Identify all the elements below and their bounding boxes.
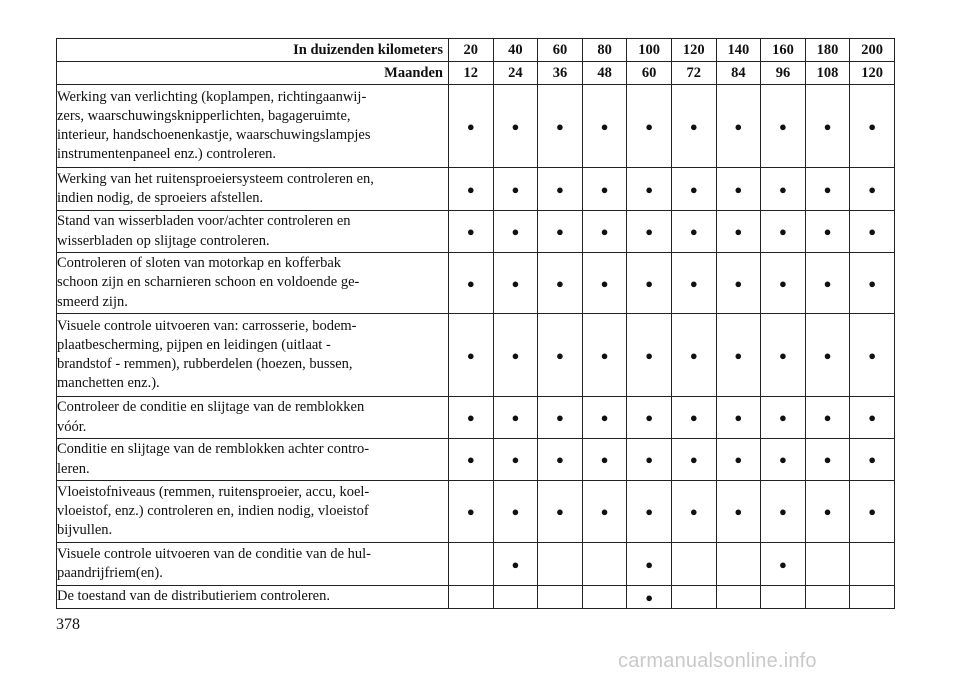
schedule-mark-cell bbox=[671, 439, 716, 481]
task-description-line: instrumentenpaneel enz.) controleren. bbox=[57, 146, 277, 163]
bullet-dot-icon: ● bbox=[868, 224, 877, 239]
schedule-mark-cell bbox=[716, 314, 761, 397]
bullet-dot-icon: ● bbox=[734, 410, 743, 425]
schedule-empty-cell bbox=[716, 543, 761, 586]
schedule-mark-cell bbox=[805, 314, 850, 397]
bullet-dot-icon: ● bbox=[779, 452, 787, 467]
schedule-mark-cell bbox=[538, 314, 583, 397]
schedule-mark-cell bbox=[671, 397, 716, 439]
bullet-dot-icon: ● bbox=[600, 275, 609, 291]
task-description bbox=[57, 211, 449, 253]
bullet-dot-icon: ● bbox=[734, 347, 743, 363]
bullet-dot-icon: ● bbox=[600, 410, 609, 425]
bullet-dot-icon: ● bbox=[868, 347, 877, 363]
table-row bbox=[57, 314, 895, 397]
schedule-mark-cell bbox=[582, 168, 627, 211]
bullet-dot-icon: ● bbox=[868, 504, 877, 519]
schedule-mark-cell bbox=[671, 211, 716, 253]
schedule-mark-cell bbox=[538, 481, 583, 543]
schedule-empty-cell bbox=[493, 586, 538, 609]
bullet-dot-icon: ● bbox=[556, 224, 564, 239]
schedule-mark-cell bbox=[493, 397, 538, 439]
bullet-dot-icon: ● bbox=[823, 452, 832, 467]
task-description bbox=[57, 543, 449, 586]
schedule-mark-cell bbox=[627, 439, 672, 481]
bullet-dot-icon: ● bbox=[556, 410, 564, 425]
page-number: 378 bbox=[56, 616, 80, 633]
task-description-line: Vloeistofniveaus (remmen, ruitensproeier, accu, koel- bbox=[57, 483, 370, 500]
schedule-mark-cell bbox=[805, 168, 850, 211]
months-value-96: 96 bbox=[761, 62, 806, 85]
bullet-dot-icon: ● bbox=[823, 504, 832, 519]
bullet-dot-icon: ● bbox=[511, 504, 520, 519]
table-row bbox=[57, 543, 895, 586]
bullet-dot-icon: ● bbox=[779, 410, 787, 425]
bullet-dot-icon: ● bbox=[779, 275, 787, 291]
bullet-dot-icon: ● bbox=[734, 275, 743, 291]
table-row bbox=[57, 397, 895, 439]
bullet-dot-icon: ● bbox=[600, 224, 609, 239]
months-label: Maanden bbox=[57, 62, 449, 85]
kilometers-value-120: 120 bbox=[671, 39, 716, 62]
schedule-mark-cell bbox=[850, 397, 895, 439]
schedule-empty-cell bbox=[582, 543, 627, 586]
bullet-dot-icon: ● bbox=[511, 224, 520, 239]
schedule-mark-cell bbox=[805, 481, 850, 543]
schedule-mark-cell bbox=[716, 397, 761, 439]
bullet-dot-icon: ● bbox=[645, 181, 654, 197]
schedule-empty-cell bbox=[538, 543, 583, 586]
bullet-dot-icon: ● bbox=[823, 275, 832, 291]
task-description bbox=[57, 397, 449, 439]
bullet-dot-icon: ● bbox=[823, 347, 832, 363]
task-description-line: schoon zijn en scharnieren schoon en voldoende ge- bbox=[57, 274, 360, 291]
bullet-dot-icon: ● bbox=[823, 118, 832, 134]
bullet-dot-icon: ● bbox=[645, 224, 654, 239]
bullet-dot-icon: ● bbox=[600, 118, 609, 134]
bullet-dot-icon: ● bbox=[556, 118, 564, 134]
bullet-dot-icon: ● bbox=[511, 410, 520, 425]
schedule-mark-cell bbox=[716, 439, 761, 481]
schedule-mark-cell bbox=[627, 314, 672, 397]
bullet-dot-icon: ● bbox=[466, 181, 475, 197]
bullet-dot-icon: ● bbox=[556, 181, 564, 197]
schedule-mark-cell bbox=[671, 168, 716, 211]
bullet-dot-icon: ● bbox=[689, 504, 698, 519]
task-description bbox=[57, 168, 449, 211]
schedule-mark-cell bbox=[493, 168, 538, 211]
schedule-mark-cell bbox=[627, 481, 672, 543]
bullet-dot-icon: ● bbox=[868, 275, 877, 291]
bullet-dot-icon: ● bbox=[779, 347, 787, 363]
schedule-mark-cell bbox=[805, 85, 850, 168]
schedule-mark-cell bbox=[671, 314, 716, 397]
bullet-dot-icon: ● bbox=[734, 181, 743, 197]
bullet-dot-icon: ● bbox=[600, 452, 609, 467]
task-description-line: paandrijfriem(en). bbox=[57, 565, 163, 581]
schedule-mark-cell bbox=[449, 314, 494, 397]
schedule-mark-cell bbox=[761, 543, 806, 586]
schedule-mark-cell bbox=[538, 397, 583, 439]
kilometers-value-80: 80 bbox=[582, 39, 627, 62]
months-value-120: 120 bbox=[850, 62, 895, 85]
bullet-dot-icon: ● bbox=[600, 504, 609, 519]
bullet-dot-icon: ● bbox=[645, 452, 654, 467]
schedule-mark-cell bbox=[761, 481, 806, 543]
kilometers-value-140: 140 bbox=[716, 39, 761, 62]
schedule-empty-cell bbox=[850, 586, 895, 609]
kilometers-value-60: 60 bbox=[538, 39, 583, 62]
bullet-dot-icon: ● bbox=[511, 181, 520, 197]
kilometers-value-160: 160 bbox=[761, 39, 806, 62]
schedule-mark-cell bbox=[582, 439, 627, 481]
table-row bbox=[57, 586, 895, 609]
kilometers-value-40: 40 bbox=[493, 39, 538, 62]
schedule-mark-cell bbox=[493, 481, 538, 543]
months-value-12: 12 bbox=[449, 62, 494, 85]
schedule-empty-cell bbox=[449, 543, 494, 586]
schedule-mark-cell bbox=[671, 85, 716, 168]
task-description-line: wisserbladen op slijtage controleren. bbox=[57, 232, 270, 249]
kilometers-value-100: 100 bbox=[627, 39, 672, 62]
schedule-mark-cell bbox=[627, 168, 672, 211]
table-row bbox=[57, 439, 895, 481]
task-description-line: Werking van verlichting (koplampen, richtingaanwij- bbox=[57, 88, 367, 105]
bullet-dot-icon: ● bbox=[779, 556, 787, 572]
schedule-empty-cell bbox=[582, 586, 627, 609]
bullet-dot-icon: ● bbox=[600, 181, 609, 197]
months-value-48: 48 bbox=[582, 62, 627, 85]
bullet-dot-icon: ● bbox=[689, 224, 698, 239]
table-row bbox=[57, 85, 895, 168]
task-description-line: brandstof - remmen), rubberdelen (hoezen, bussen, bbox=[57, 356, 353, 372]
months-value-36: 36 bbox=[538, 62, 583, 85]
schedule-body bbox=[57, 85, 895, 609]
schedule-mark-cell bbox=[582, 397, 627, 439]
schedule-mark-cell bbox=[761, 253, 806, 314]
schedule-empty-cell bbox=[761, 586, 806, 609]
schedule-mark-cell bbox=[449, 85, 494, 168]
months-value-60: 60 bbox=[627, 62, 672, 85]
schedule-empty-cell bbox=[449, 586, 494, 609]
schedule-mark-cell bbox=[850, 168, 895, 211]
bullet-dot-icon: ● bbox=[689, 347, 698, 363]
schedule-mark-cell bbox=[671, 481, 716, 543]
bullet-dot-icon: ● bbox=[779, 118, 787, 134]
schedule-mark-cell bbox=[627, 586, 672, 609]
table-row bbox=[57, 253, 895, 314]
bullet-dot-icon: ● bbox=[466, 118, 475, 134]
bullet-dot-icon: ● bbox=[556, 452, 564, 467]
bullet-dot-icon: ● bbox=[556, 504, 564, 519]
schedule-mark-cell bbox=[627, 253, 672, 314]
schedule-mark-cell bbox=[761, 211, 806, 253]
schedule-mark-cell bbox=[805, 253, 850, 314]
bullet-dot-icon: ● bbox=[734, 504, 743, 519]
schedule-mark-cell bbox=[627, 85, 672, 168]
schedule-mark-cell bbox=[449, 211, 494, 253]
schedule-mark-cell bbox=[449, 481, 494, 543]
schedule-mark-cell bbox=[850, 481, 895, 543]
bullet-dot-icon: ● bbox=[511, 347, 520, 363]
task-description-line: vloeistof, enz.) controleren en, indien nodig, vloeistof bbox=[57, 502, 369, 519]
months-value-72: 72 bbox=[671, 62, 716, 85]
bullet-dot-icon: ● bbox=[466, 347, 475, 363]
schedule-mark-cell bbox=[493, 439, 538, 481]
schedule-mark-cell bbox=[627, 397, 672, 439]
bullet-dot-icon: ● bbox=[600, 347, 609, 363]
schedule-mark-cell bbox=[716, 211, 761, 253]
schedule-mark-cell bbox=[582, 314, 627, 397]
bullet-dot-icon: ● bbox=[645, 589, 654, 605]
bullet-dot-icon: ● bbox=[734, 224, 743, 239]
bullet-dot-icon: ● bbox=[645, 504, 654, 519]
bullet-dot-icon: ● bbox=[868, 181, 877, 197]
bullet-dot-icon: ● bbox=[779, 224, 787, 239]
task-description bbox=[57, 85, 449, 168]
bullet-dot-icon: ● bbox=[645, 275, 654, 291]
schedule-mark-cell bbox=[582, 211, 627, 253]
task-description-line: vóór. bbox=[57, 418, 87, 435]
bullet-dot-icon: ● bbox=[823, 224, 832, 239]
bullet-dot-icon: ● bbox=[645, 347, 654, 363]
schedule-mark-cell bbox=[493, 314, 538, 397]
schedule-mark-cell bbox=[805, 439, 850, 481]
bullet-dot-icon: ● bbox=[868, 410, 877, 425]
schedule-mark-cell bbox=[538, 253, 583, 314]
bullet-dot-icon: ● bbox=[556, 347, 564, 363]
task-description-line: De toestand van de distributieriem controleren. bbox=[57, 588, 330, 605]
schedule-mark-cell bbox=[716, 168, 761, 211]
schedule-mark-cell bbox=[493, 543, 538, 586]
schedule-mark-cell bbox=[538, 211, 583, 253]
schedule-mark-cell bbox=[538, 85, 583, 168]
task-description-line: Conditie en slijtage van de remblokken achter contro- bbox=[57, 441, 370, 458]
task-description-line: zers, waarschuwingsknipperlichten, bagageruimte, bbox=[57, 107, 351, 124]
months-value-108: 108 bbox=[805, 62, 850, 85]
schedule-mark-cell bbox=[850, 439, 895, 481]
schedule-mark-cell bbox=[850, 85, 895, 168]
schedule-empty-cell bbox=[671, 586, 716, 609]
schedule-mark-cell bbox=[761, 397, 806, 439]
schedule-mark-cell bbox=[716, 85, 761, 168]
bullet-dot-icon: ● bbox=[466, 504, 475, 519]
bullet-dot-icon: ● bbox=[466, 410, 475, 425]
schedule-mark-cell bbox=[449, 253, 494, 314]
task-description-line: Controleer de conditie en slijtage van de remblokken bbox=[57, 399, 365, 416]
schedule-mark-cell bbox=[538, 168, 583, 211]
schedule-mark-cell bbox=[627, 211, 672, 253]
months-value-24: 24 bbox=[493, 62, 538, 85]
task-description-line: Visuele controle uitvoeren van: carrosserie, bodem- bbox=[57, 317, 357, 334]
schedule-mark-cell bbox=[493, 211, 538, 253]
bullet-dot-icon: ● bbox=[645, 118, 654, 134]
bullet-dot-icon: ● bbox=[823, 410, 832, 425]
schedule-mark-cell bbox=[761, 85, 806, 168]
bullet-dot-icon: ● bbox=[689, 181, 698, 197]
bullet-dot-icon: ● bbox=[689, 452, 698, 467]
task-description-line: interieur, handschoenenkastje, waarschuwingslampjes bbox=[57, 127, 371, 143]
bullet-dot-icon: ● bbox=[511, 556, 520, 572]
schedule-mark-cell bbox=[850, 211, 895, 253]
kilometers-value-180: 180 bbox=[805, 39, 850, 62]
watermark: carmanualsonline.info bbox=[618, 650, 817, 672]
schedule-mark-cell bbox=[582, 481, 627, 543]
bullet-dot-icon: ● bbox=[734, 452, 743, 467]
task-description-line: Controleren of sloten van motorkap en kofferbak bbox=[57, 255, 342, 272]
bullet-dot-icon: ● bbox=[466, 275, 475, 291]
header-row-kilometers bbox=[57, 39, 895, 62]
schedule-mark-cell bbox=[538, 439, 583, 481]
table-row bbox=[57, 168, 895, 211]
schedule-empty-cell bbox=[805, 586, 850, 609]
schedule-mark-cell bbox=[805, 211, 850, 253]
schedule-mark-cell bbox=[761, 439, 806, 481]
task-description bbox=[57, 314, 449, 397]
bullet-dot-icon: ● bbox=[645, 556, 654, 572]
kilometers-label: In duizenden kilometers bbox=[57, 39, 449, 62]
header-row-months bbox=[57, 62, 895, 85]
months-value-84: 84 bbox=[716, 62, 761, 85]
schedule-empty-cell bbox=[805, 543, 850, 586]
maintenance-schedule-table bbox=[56, 38, 895, 609]
kilometers-value-20: 20 bbox=[449, 39, 494, 62]
schedule-mark-cell bbox=[850, 314, 895, 397]
bullet-dot-icon: ● bbox=[823, 181, 832, 197]
bullet-dot-icon: ● bbox=[734, 118, 743, 134]
task-description-line: Stand van wisserbladen voor/achter controleren en bbox=[57, 213, 351, 230]
bullet-dot-icon: ● bbox=[868, 118, 877, 134]
schedule-mark-cell bbox=[582, 253, 627, 314]
bullet-dot-icon: ● bbox=[645, 410, 654, 425]
schedule-mark-cell bbox=[582, 85, 627, 168]
schedule-mark-cell bbox=[761, 168, 806, 211]
task-description-line: indien nodig, de sproeiers afstellen. bbox=[57, 190, 264, 206]
schedule-mark-cell bbox=[493, 253, 538, 314]
bullet-dot-icon: ● bbox=[556, 275, 564, 291]
schedule-mark-cell bbox=[850, 253, 895, 314]
schedule-mark-cell bbox=[805, 397, 850, 439]
bullet-dot-icon: ● bbox=[689, 118, 698, 134]
schedule-mark-cell bbox=[671, 253, 716, 314]
schedule-empty-cell bbox=[538, 586, 583, 609]
bullet-dot-icon: ● bbox=[779, 181, 787, 197]
schedule-empty-cell bbox=[671, 543, 716, 586]
task-description-line: plaatbescherming, pijpen en leidingen (uitlaat - bbox=[57, 336, 331, 353]
schedule-mark-cell bbox=[716, 481, 761, 543]
task-description-line: leren. bbox=[57, 460, 90, 477]
bullet-dot-icon: ● bbox=[511, 275, 520, 291]
task-description-line: smeerd zijn. bbox=[57, 293, 128, 310]
schedule-mark-cell bbox=[449, 168, 494, 211]
task-description-line: bijvullen. bbox=[57, 522, 113, 539]
table-row bbox=[57, 481, 895, 543]
bullet-dot-icon: ● bbox=[689, 410, 698, 425]
task-description-line: Werking van het ruitensproeiersysteem controleren en, bbox=[57, 170, 374, 187]
task-description bbox=[57, 439, 449, 481]
table-row bbox=[57, 211, 895, 253]
schedule-mark-cell bbox=[627, 543, 672, 586]
kilometers-value-200: 200 bbox=[850, 39, 895, 62]
bullet-dot-icon: ● bbox=[466, 452, 475, 467]
schedule-mark-cell bbox=[493, 85, 538, 168]
bullet-dot-icon: ● bbox=[779, 504, 787, 519]
schedule-mark-cell bbox=[761, 314, 806, 397]
task-description bbox=[57, 481, 449, 543]
bullet-dot-icon: ● bbox=[511, 452, 520, 467]
schedule-empty-cell bbox=[850, 543, 895, 586]
schedule-mark-cell bbox=[449, 439, 494, 481]
bullet-dot-icon: ● bbox=[466, 224, 475, 239]
task-description bbox=[57, 586, 449, 609]
task-description bbox=[57, 253, 449, 314]
bullet-dot-icon: ● bbox=[511, 118, 520, 134]
task-description-line: manchetten enz.). bbox=[57, 375, 160, 392]
task-description-line: Visuele controle uitvoeren van de conditie van de hul- bbox=[57, 545, 371, 562]
schedule-mark-cell bbox=[449, 397, 494, 439]
schedule-empty-cell bbox=[716, 586, 761, 609]
bullet-dot-icon: ● bbox=[689, 275, 698, 291]
bullet-dot-icon: ● bbox=[868, 452, 877, 467]
schedule-mark-cell bbox=[716, 253, 761, 314]
